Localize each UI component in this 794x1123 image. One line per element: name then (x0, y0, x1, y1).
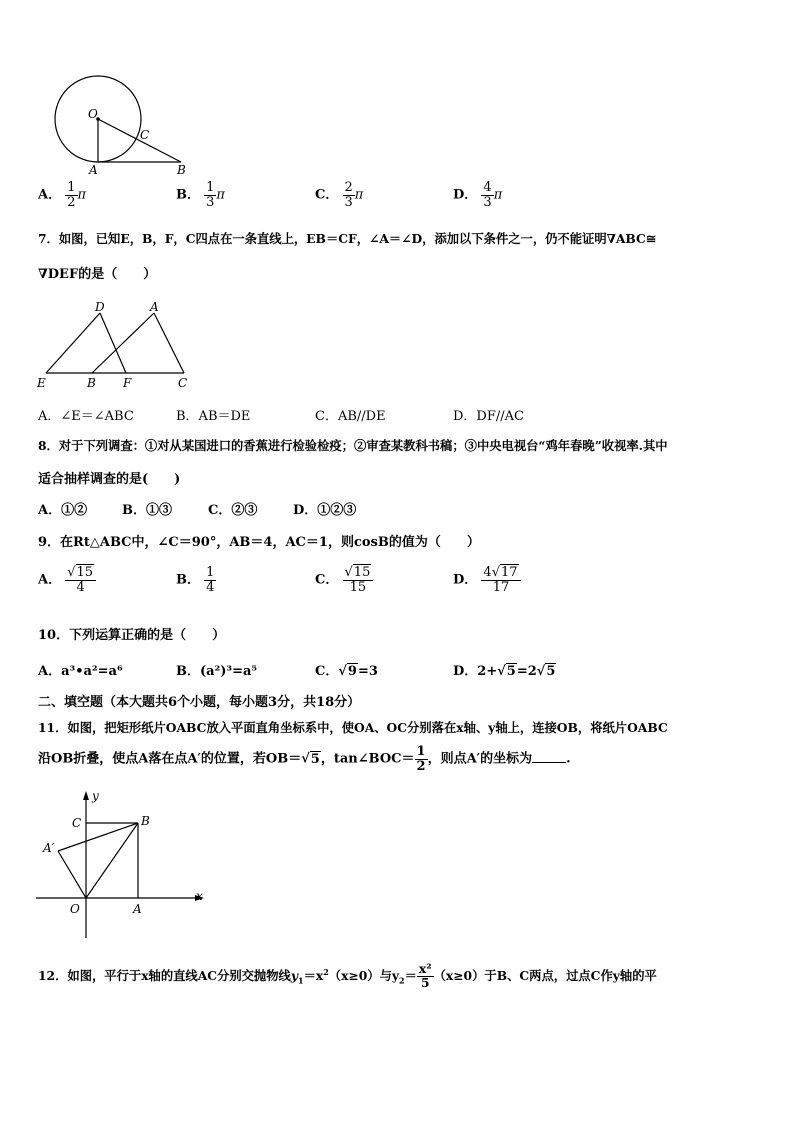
q9-option-a[interactable] (38, 566, 96, 594)
q7-option-d[interactable]: D．DF//AC (453, 409, 524, 424)
text-segment: 12．如图，平行于x轴的直线AC分别交抛物线 (38, 967, 291, 983)
var-y: y (290, 967, 298, 983)
text-segment: ，tan∠BOC＝ (320, 751, 415, 767)
label-c: C (72, 816, 82, 830)
denominator: 4 (206, 579, 215, 595)
label-y: y (92, 789, 99, 803)
fraction (481, 566, 520, 594)
label-c: C (178, 376, 188, 390)
numerator: 1 (67, 180, 76, 195)
denominator: 2 (416, 758, 426, 774)
q6-option-d[interactable] (453, 181, 502, 209)
label-a: A (89, 163, 98, 177)
segment-df (100, 313, 126, 373)
text-segment: . (566, 751, 571, 767)
label-o: O (70, 902, 80, 916)
label-a: A (150, 300, 159, 314)
radicand: 15 (353, 565, 371, 580)
segment-ac (154, 313, 184, 373)
text-segment: 沿OB折叠，使点A落在点A′的位置，若OB＝ (38, 751, 302, 767)
segment-ba1 (58, 823, 138, 851)
q9-option-d[interactable] (453, 566, 521, 594)
q10-option-b[interactable]: B．(a²)³=a⁵ (176, 664, 258, 679)
q6-option-b[interactable] (176, 181, 225, 209)
radicand: 9 (347, 664, 357, 679)
denominator: 5 (420, 974, 430, 990)
subscript: 2 (399, 975, 405, 986)
label-b: B (87, 376, 96, 390)
label-a-prime: A′ (43, 841, 55, 855)
fraction (481, 181, 493, 209)
text-segment: ，则点A′的坐标为 (427, 751, 533, 767)
label-b: B (177, 163, 186, 177)
denominator: 4 (76, 579, 85, 595)
q8-option-d[interactable]: D．①②③ (293, 503, 357, 518)
q7-stem-line1: 7．如图，已知E，B，F，C四点在一条直线上，EB＝CF，∠A＝∠D，添加以下条件之一，仍不能证明∇ABC≅ (38, 231, 657, 246)
q11-stem-line2: 沿OB折叠，使点A落在点A′的位置，若OB＝√5，tan∠BOC＝ $\frac{1}{2}$ ，则点A′的坐标为 . (38, 744, 571, 774)
option-letter: D． (453, 572, 478, 588)
numerator: 1 (206, 180, 215, 195)
text-segment: ＝x (303, 967, 324, 983)
segment-oa1 (58, 851, 86, 898)
section-heading: 二、填空题（本大题共6个小题，每小题3分，共18分） (38, 695, 361, 710)
segment-ob (86, 823, 138, 898)
superscript: 2 (323, 966, 329, 977)
pi-symbol: π (493, 187, 503, 203)
fraction (204, 566, 216, 594)
y-arrow (83, 791, 89, 800)
radicand: 5 (310, 751, 320, 767)
q9-stem: 9．在Rt△ABC中，∠C＝90°，AB＝4，AC＝1，则cosB的值为（ ） (38, 535, 480, 550)
option-middle: =2 (516, 664, 537, 679)
denominator: 3 (206, 194, 215, 210)
denominator: 3 (344, 194, 353, 210)
pi-symbol: π (354, 187, 364, 203)
pi-symbol: π (216, 187, 225, 203)
option-prefix: C． (315, 664, 339, 679)
q8-stem-line2: 适合抽样调查的是( ) (38, 472, 181, 487)
option-prefix: D．2+ (453, 664, 498, 679)
fraction (343, 181, 355, 209)
fraction (415, 745, 428, 773)
option-letter: B． (176, 572, 200, 588)
answer-blank[interactable] (532, 762, 566, 763)
fraction (65, 181, 77, 209)
coefficient: 4 (483, 565, 492, 580)
numerator: √15 (343, 566, 374, 581)
option-letter: C． (315, 187, 339, 203)
q7-option-c[interactable]: C．AB//DE (315, 409, 386, 424)
radicand: 5 (546, 664, 556, 679)
label-d: D (95, 300, 105, 314)
radicand: 15 (76, 565, 94, 580)
numerator: 1 (416, 744, 426, 759)
q6-option-a[interactable] (38, 181, 86, 209)
q11-figure (34, 788, 209, 943)
label-a: A (133, 902, 142, 916)
q7-stem-line2: ∇DEF的是（ ） (38, 267, 157, 282)
text-segment: （x≥0）于B、C两点，过点C作y轴的平 (433, 967, 657, 983)
q9-option-b[interactable] (176, 566, 216, 594)
q6-option-c[interactable] (315, 181, 363, 209)
denominator: 2 (67, 194, 76, 210)
option-letter: A． (38, 187, 62, 203)
segment-ba (92, 313, 154, 373)
label-f: F (123, 376, 132, 390)
label-x: x (196, 889, 203, 903)
denominator: 17 (492, 579, 510, 595)
label-e: E (37, 376, 46, 390)
q11-stem-line1: 11．如图，把矩形纸片OABC放入平面直角坐标系中，使OA、OC分别落在x轴、y轴上，连接OB，将纸片OABC (38, 720, 668, 735)
pi-symbol: π (77, 187, 87, 203)
option-letter: C． (315, 572, 339, 588)
q8-option-a[interactable]: A．①② (38, 503, 88, 518)
q10-option-c[interactable]: C．√9=3 (315, 664, 378, 679)
radicand: 17 (501, 565, 518, 580)
q12-stem (38, 963, 657, 990)
text-segment: （x≥0）与y (328, 967, 400, 983)
label-c: C (140, 128, 150, 142)
numerator: 1 (206, 565, 215, 580)
q7-option-a[interactable]: A．∠E＝∠ABC (38, 409, 134, 424)
q10-stem: 10．下列运算正确的是（ ） (38, 628, 226, 643)
numerator: x² (418, 961, 432, 976)
q9-option-c[interactable] (315, 566, 373, 594)
option-letter: B． (176, 187, 200, 203)
numerator: √15 (65, 566, 96, 581)
fraction (417, 963, 434, 990)
text-segment: ＝ (404, 967, 417, 983)
denominator: 3 (483, 194, 492, 210)
q6-figure (48, 72, 193, 180)
segment-ed (46, 313, 100, 373)
numerator: 4√17 (481, 566, 520, 581)
fraction (65, 566, 96, 594)
denominator: 15 (349, 579, 367, 595)
fraction (204, 181, 216, 209)
numerator: 2 (344, 180, 353, 195)
radicand: 5 (506, 664, 516, 679)
q10-option-d[interactable]: D．2+√5=2√5 (453, 664, 556, 679)
q7-figure (34, 296, 194, 391)
q8-stem-line1: 8．对于下列调查：①对从某国进口的香蕉进行检验检疫；②审查某教科书稿；③中央电视台“鸡年春晚”收视率.其中 (38, 438, 668, 453)
option-letter: D． (453, 187, 478, 203)
label-b: B (141, 814, 150, 828)
q8-option-c[interactable]: C．②③ (208, 503, 258, 518)
q10-option-a[interactable]: A．a³•a²=a⁶ (38, 664, 123, 679)
label-o: O (88, 107, 98, 121)
option-letter: A． (38, 572, 62, 588)
fraction (343, 566, 374, 594)
numerator: 4 (483, 180, 492, 195)
option-suffix: =3 (357, 664, 378, 679)
subscript: 1 (297, 975, 304, 986)
q7-option-b[interactable]: B．AB＝DE (176, 409, 251, 424)
q8-option-b[interactable]: B．①③ (122, 503, 172, 518)
